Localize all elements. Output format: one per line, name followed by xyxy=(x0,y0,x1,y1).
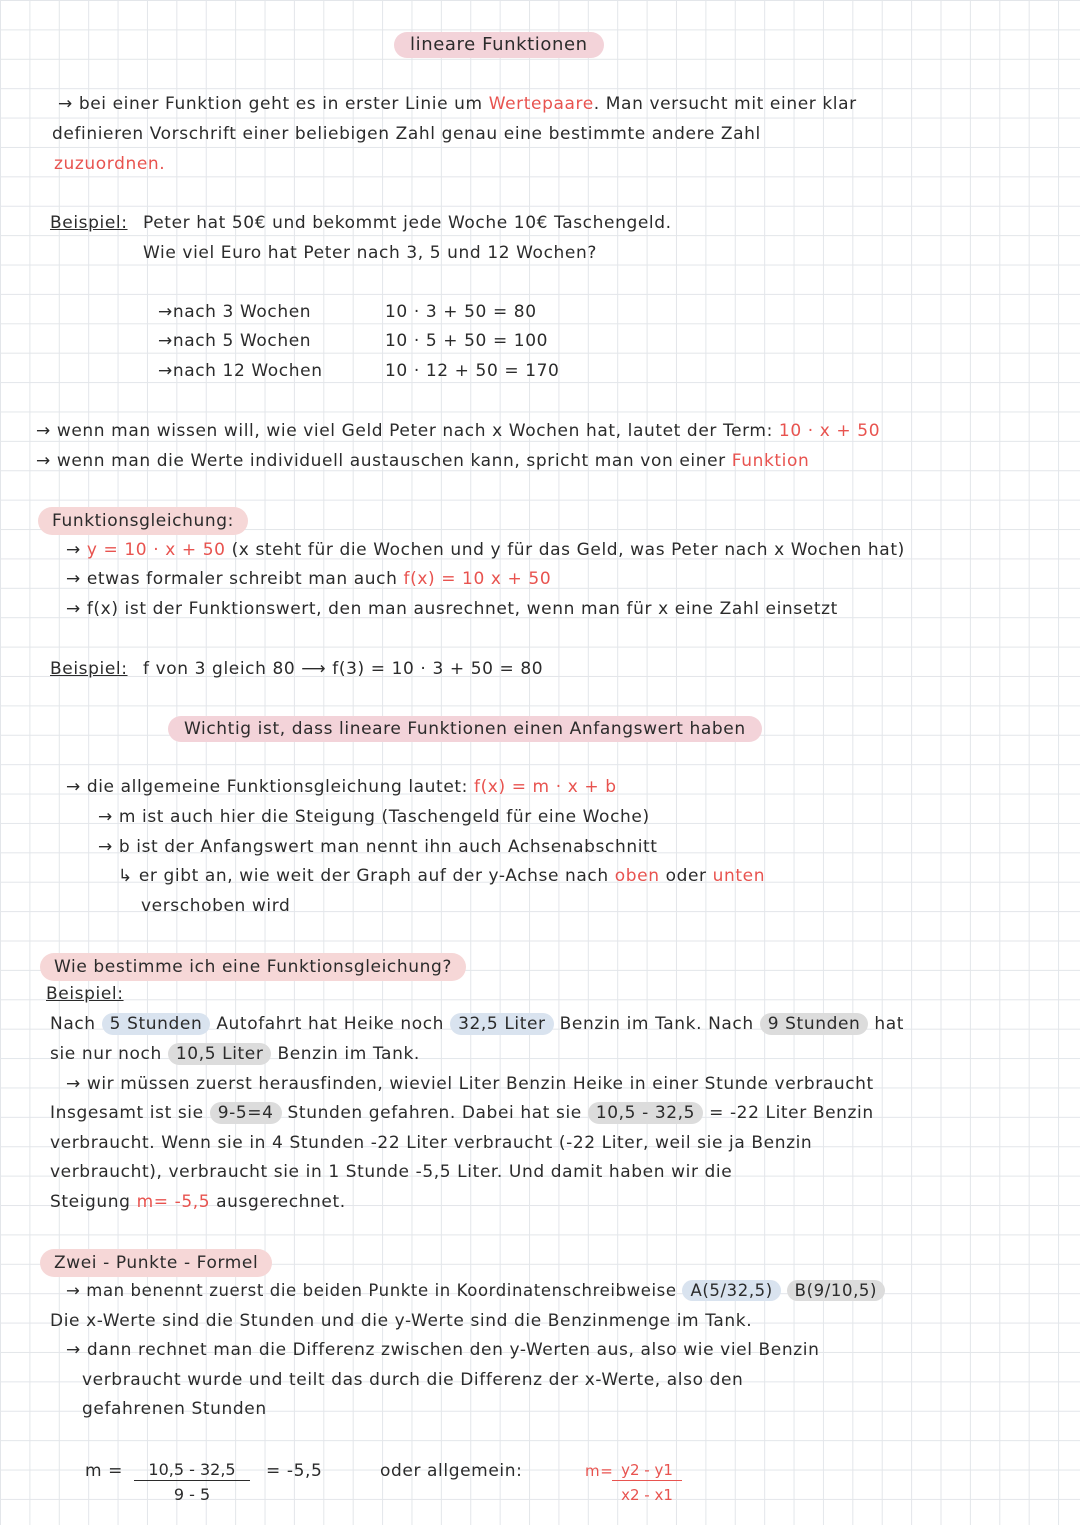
heike-text: Nach xyxy=(50,1014,102,1034)
calc-left-1: →nach 3 Wochen xyxy=(158,302,312,322)
zp-line-1 xyxy=(66,1280,885,1302)
page-title: lineare Funktionen xyxy=(394,32,604,58)
fraction-numerator: 10,5 - 32,5 xyxy=(134,1460,250,1481)
general-equation-line xyxy=(66,776,617,798)
slope-result: m= -5,5 xyxy=(136,1192,211,1212)
calc-left-3: →nach 12 Wochen xyxy=(158,361,323,381)
general-shift-line-2: verschoben wird xyxy=(141,896,291,916)
fg-bullet-1 xyxy=(66,539,905,561)
calc-left-2: →nach 5 Wochen xyxy=(158,331,312,351)
heike-line-6: verbraucht), verbraucht sie in 1 Stunde -5,5 Liter. Und damit haben wir die xyxy=(50,1162,733,1182)
calc-right-2: 10 · 5 + 50 = 100 xyxy=(385,331,549,351)
example2-label: Beispiel: xyxy=(50,659,128,679)
note-funktion-text: → wenn man die Werte individuell austauschen kann, spricht man von einer xyxy=(36,451,732,471)
general-m-line: → m ist auch hier die Steigung (Taschengeld für eine Woche) xyxy=(98,807,650,827)
important-note: Wichtig ist, dass lineare Funktionen einen Anfangswert haben xyxy=(168,716,762,742)
example-text-2: Wie viel Euro hat Peter nach 3, 5 und 12 Wochen? xyxy=(143,243,597,263)
example-label: Beispiel: xyxy=(50,213,128,233)
zp-text: → man benennt zuerst die beiden Punkte in Koordinatenschreibweise xyxy=(66,1281,683,1300)
general-equation-text: → die allgemeine Funktionsgleichung lautet: xyxy=(66,777,474,797)
intro-text-cont: . Man versucht mit einer klar xyxy=(593,94,857,114)
general-numerator: y2 - y1 xyxy=(612,1460,682,1481)
fg-formal-text: → etwas formaler schreibt man auch xyxy=(66,569,404,589)
heike-text: Benzin im Tank. xyxy=(271,1044,420,1064)
general-denominator: x2 - x1 xyxy=(621,1486,673,1504)
note-term-text: → wenn man wissen will, wie viel Geld Peter nach x Wochen hat, lautet der Term: xyxy=(36,421,779,441)
term-unten: unten xyxy=(712,866,766,886)
calc-right-1: 10 · 3 + 50 = 80 xyxy=(385,302,537,322)
formula-fraction xyxy=(134,1460,250,1505)
fg-bullet-3: → f(x) ist der Funktionswert, den man ausrechnet, wenn man für x eine Zahl einsetzt xyxy=(66,599,838,619)
term-wertepaare: Wertepaare xyxy=(488,94,594,114)
formula-general-label: oder allgemein: xyxy=(380,1461,523,1481)
general-b-line: → b ist der Anfangswert man nennt ihn auch Achsenabschnitt xyxy=(98,837,658,857)
highlight-32-5-liter: 32,5 Liter xyxy=(450,1013,554,1035)
intro-line-3: zuzuordnen. xyxy=(54,154,166,174)
general-equation: f(x) = m · x + b xyxy=(473,777,617,797)
heike-text: = -22 Liter Benzin xyxy=(703,1103,874,1123)
highlight-5-stunden: 5 Stunden xyxy=(102,1013,211,1035)
example3-label: Beispiel: xyxy=(46,984,124,1004)
point-b: B(9/10,5) xyxy=(787,1280,885,1301)
highlight-9-5: 9-5=4 xyxy=(210,1102,282,1124)
fraction-denominator: 9 - 5 xyxy=(173,1485,211,1504)
section-heading-zwei-punkte: Zwei - Punkte - Formel xyxy=(40,1249,272,1277)
zp-line-4: verbraucht wurde und teilt das durch die Differenz der x-Werte, also den xyxy=(82,1370,744,1390)
general-shift-line xyxy=(118,865,765,887)
heike-line-4 xyxy=(50,1102,874,1124)
note-term xyxy=(36,420,880,442)
fg-equation: y = 10 · x + 50 xyxy=(86,540,226,560)
term-funktion: Funktion xyxy=(731,451,810,471)
formula-general-m: m= xyxy=(585,1462,614,1480)
heike-text: Steigung xyxy=(50,1192,137,1212)
heike-line-2 xyxy=(50,1043,420,1065)
intro-text: → bei einer Funktion geht es in erster Linie um xyxy=(58,94,489,114)
fg-explanation: (x steht für die Wochen und y für das Geld, was Peter nach x Wochen hat) xyxy=(225,540,905,560)
heike-line-1 xyxy=(50,1013,904,1035)
heike-text: Benzin im Tank. Nach xyxy=(553,1014,760,1034)
term-oben: oben xyxy=(614,866,660,886)
intro-line-2: definieren Vorschrift einer beliebigen Zahl genau eine bestimmte andere Zahl xyxy=(52,124,761,144)
fg-arrow: → xyxy=(66,540,87,560)
highlight-9-stunden: 9 Stunden xyxy=(760,1013,869,1035)
point-a: A(5/32,5) xyxy=(682,1280,780,1301)
term-expression: 10 · x + 50 xyxy=(778,421,881,441)
heike-text: Autofahrt hat Heike noch xyxy=(210,1014,451,1034)
example-text-1: Peter hat 50€ und bekommt jede Woche 10€ Taschengeld. xyxy=(143,213,672,233)
calc-right-3: 10 · 12 + 50 = 170 xyxy=(385,361,560,381)
zp-line-2: Die x-Werte sind die Stunden und die y-Werte sind die Benzinmenge im Tank. xyxy=(50,1311,753,1331)
formula-result: = -5,5 xyxy=(266,1461,323,1481)
heike-text: hat xyxy=(868,1014,905,1034)
section-heading-funktionsgleichung: Funktionsgleichung: xyxy=(38,507,248,535)
highlight-difference: 10,5 - 32,5 xyxy=(588,1102,703,1124)
heike-text: Stunden gefahren. Dabei hat sie xyxy=(281,1103,588,1123)
heike-line-3: → wir müssen zuerst herausfinden, wieviel Liter Benzin Heike in einer Stunde verbraucht xyxy=(66,1074,874,1094)
example2-text: f von 3 gleich 80 ⟶ f(3) = 10 · 3 + 50 = 80 xyxy=(143,659,544,679)
formula-m-label: m = xyxy=(85,1461,124,1481)
intro-line-1 xyxy=(58,93,857,115)
zp-line-5: gefahrenen Stunden xyxy=(82,1399,267,1419)
zp-line-3: → dann rechnet man die Differenz zwischen den y-Werten aus, also wie viel Benzin xyxy=(66,1340,820,1360)
heike-text: ausgerechnet. xyxy=(210,1192,346,1212)
highlight-10-5-liter: 10,5 Liter xyxy=(168,1043,272,1065)
section-heading-bestimmen: Wie bestimme ich eine Funktionsgleichung? xyxy=(40,953,466,981)
fg-formal-equation: f(x) = 10 x + 50 xyxy=(403,569,552,589)
heike-line-7 xyxy=(50,1191,346,1213)
fg-bullet-2 xyxy=(66,568,551,590)
heike-line-5: verbraucht. Wenn sie in 4 Stunden -22 Liter verbraucht (-22 Liter, weil sie ja Benzin xyxy=(50,1133,813,1153)
formula-general-fraction xyxy=(612,1460,682,1505)
note-funktion xyxy=(36,450,809,472)
shift-text: ↳ er gibt an, wie weit der Graph auf der y-Achse nach xyxy=(118,866,615,886)
heike-text: Insgesamt ist sie xyxy=(50,1103,210,1123)
heike-text: sie nur noch xyxy=(50,1044,168,1064)
shift-or: oder xyxy=(659,866,713,886)
